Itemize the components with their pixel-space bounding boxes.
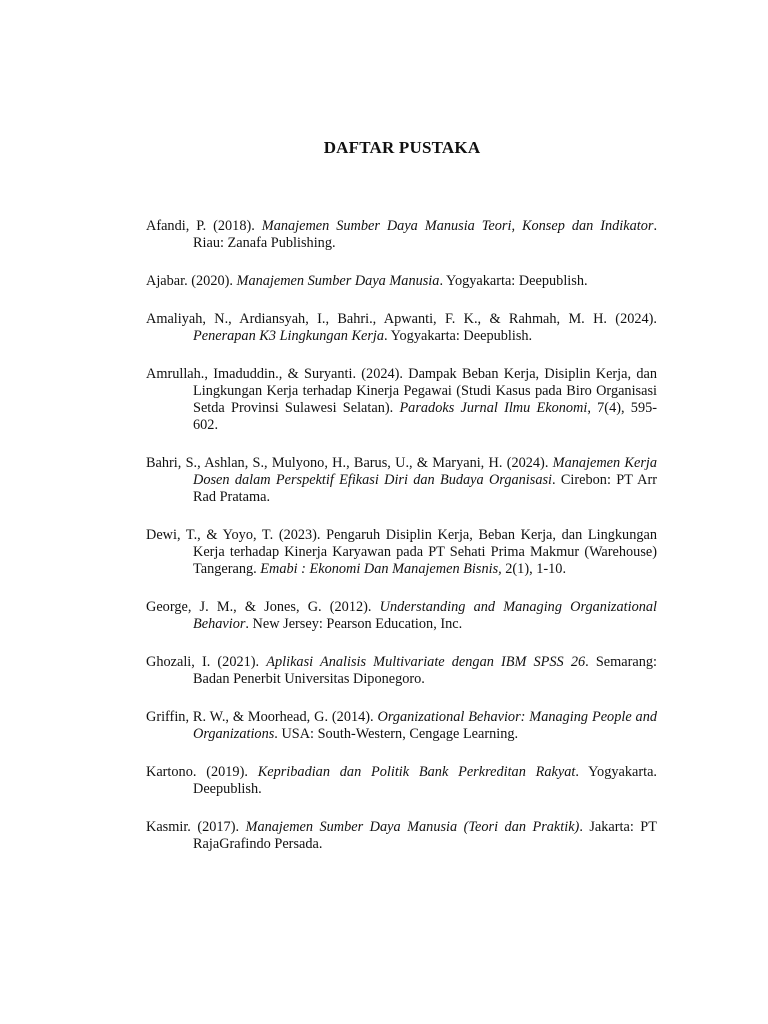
reference-entry: [146, 654, 657, 688]
reference-publisher: . Yogyakarta: Deepublish.: [439, 272, 588, 289]
reference-title: Organizational Behavior: Managing People and Organizations: [193, 708, 657, 743]
reference-entry: [146, 709, 657, 743]
reference-publisher: . New Jersey: Pearson Education, Inc.: [245, 616, 463, 633]
reference-title: Manajemen Sumber Daya Manusia: [236, 272, 440, 289]
reference-authors-year: Afandi, P. (2018).: [146, 218, 262, 234]
reference-publisher: . Jakarta: PT RajaGrafindo Persada.: [193, 818, 657, 852]
reference-title: Penerapan K3 Lingkungan Kerja: [193, 327, 385, 344]
reference-publisher: . Yogyakarta: Deepublish.: [384, 327, 533, 344]
reference-entry: [146, 218, 657, 252]
page-title: DAFTAR PUSTAKA: [323, 138, 481, 157]
reference-authors-year: Griffin, R. W., & Moorhead, G. (2014).: [146, 708, 378, 725]
reference-entry: [146, 819, 657, 853]
reference-entry: [146, 455, 657, 507]
reference-title: Understanding and Managing Organizational Behavior: [193, 599, 657, 633]
reference-authors-year: Dewi, T., & Yoyo, T. (2023). Pengaruh Disiplin Kerja, Beban Kerja, dan Lingkungan Kerja terhadap Kinerja Karyawan pada PT Sehati Prima Makmur (Warehouse) Tangerang.: [146, 526, 657, 578]
reference-entry: [146, 366, 657, 435]
reference-title: Paradoks Jurnal Ilmu Ekonomi: [399, 399, 588, 416]
reference-entry: [146, 311, 657, 345]
reference-title: Aplikasi Analisis Multivariate dengan IBM SPSS 26: [266, 653, 586, 670]
reference-title: Kepribadian dan Politik Bank Perkreditan Rakyat: [257, 763, 576, 780]
reference-list: [146, 218, 657, 874]
reference-entry: [146, 599, 657, 633]
reference-publisher: . Cirebon: PT Arr Rad Pratama.: [193, 472, 657, 506]
reference-authors-year: Bahri, S., Ashlan, S., Mulyono, H., Barus, U., & Maryani, H. (2024).: [146, 454, 553, 471]
reference-entry: [146, 273, 657, 290]
reference-publisher: . Riau: Zanafa Publishing.: [193, 218, 658, 252]
reference-entry: [146, 527, 657, 579]
reference-authors-year: George, J. M., & Jones, G. (2012).: [146, 599, 380, 616]
reference-title: Manajemen Sumber Daya Manusia Teori, Konsep dan Indikator: [261, 218, 654, 234]
reference-title: Manajemen Kerja Dosen dalam Perspektif Efikasi Diri dan Budaya Organisasi: [193, 454, 657, 489]
reference-authors-year: Amrullah., Imaduddin., & Suryanti. (2024). Dampak Beban Kerja, Disiplin Kerja, dan Lingkungan Kerja terhadap Kinerja Pegawai (Studi Kasus pada Biro Organisasi Setda Provinsi Sulawesi Selatan).: [146, 365, 657, 416]
reference-publisher: . USA: South-Western, Cengage Learning.: [274, 726, 519, 743]
reference-title: Manajemen Sumber Daya Manusia (Teori dan Praktik): [245, 818, 580, 835]
reference-publisher: , 7(4), 595-602.: [193, 399, 658, 434]
reference-authors-year: Amaliyah, N., Ardiansyah, I., Bahri., Apwanti, F. K., & Rahmah, M. H. (2024).: [146, 310, 657, 327]
reference-authors-year: Ghozali, I. (2021).: [146, 653, 267, 670]
reference-publisher: 2(1), 1-10.: [501, 561, 567, 578]
reference-authors-year: Kartono. (2019).: [146, 763, 258, 780]
reference-publisher: . Semarang: Badan Penerbit Universitas Diponegoro.: [193, 653, 657, 688]
reference-publisher: . Yogyakarta. Deepublish.: [193, 763, 657, 797]
reference-title: Emabi : Ekonomi Dan Manajemen Bisnis,: [260, 561, 502, 578]
reference-entry: [146, 764, 657, 798]
reference-authors-year: Kasmir. (2017).: [146, 818, 246, 835]
reference-authors-year: Ajabar. (2020).: [146, 272, 237, 289]
